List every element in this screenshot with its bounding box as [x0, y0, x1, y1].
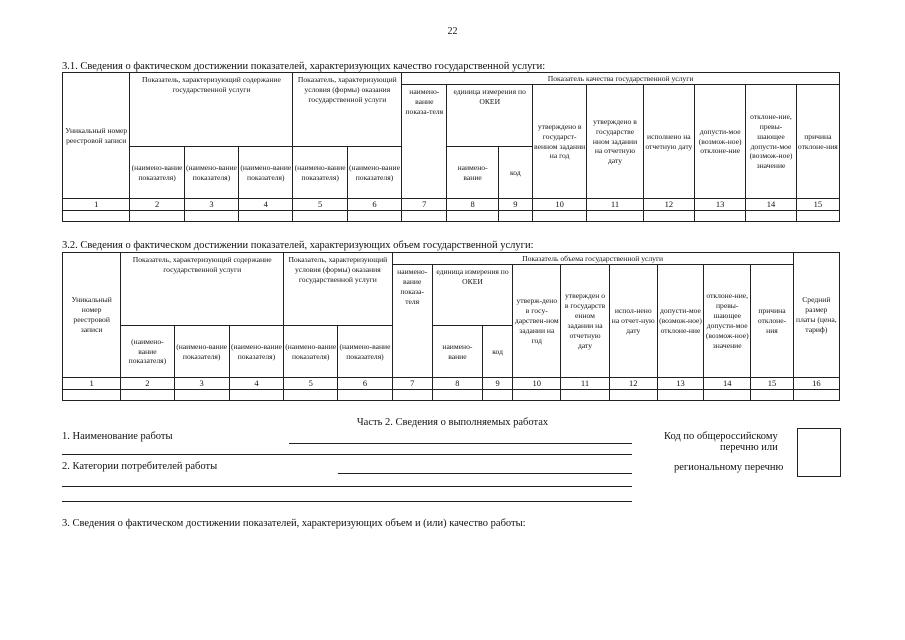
empty-data-row: [63, 390, 840, 401]
registry-code-box: [797, 428, 841, 477]
okei-unit-header: единица измерения по ОКЕИ: [432, 265, 512, 326]
approved-year-header: утверждено в государст-венном задании на год: [532, 85, 586, 199]
column-number: 13: [657, 378, 703, 390]
okei-unit-header: единица измерения по ОКЕИ: [447, 85, 533, 147]
consumers-label: 2. Категории потребителей работы: [62, 461, 218, 472]
column-number: 2: [121, 378, 174, 390]
column-number: 3: [184, 199, 238, 211]
column-numbers-row: [63, 378, 840, 390]
quality-indicators-table: [62, 72, 840, 222]
column-number: 7: [392, 378, 432, 390]
content-indicator-header: Показатель, характеризующий содержание государственной услуги: [130, 73, 293, 147]
work-name-line: [289, 443, 632, 444]
column-number: 15: [751, 378, 793, 390]
approved-year-header: утверж-дено в госу-дарствен-ном задании на год: [513, 265, 561, 378]
column-number: 10: [532, 199, 586, 211]
approved-date-header: утвержден о в государств енном задании на отчетную дату: [561, 265, 609, 378]
volume-group-header: Показатель объема государственной услуги: [392, 253, 793, 265]
column-number: 5: [293, 199, 347, 211]
deviation-reason-header: причина отклоне-ния: [796, 85, 839, 199]
unit-code-header: код: [483, 326, 513, 378]
code-label-1: Код по общероссийскому: [664, 431, 778, 442]
work-name-label: 1. Наименование работы: [62, 431, 173, 442]
column-number: 15: [796, 199, 839, 211]
subindicator-header: (наимено-вание показателя): [229, 326, 283, 378]
column-number: 6: [338, 378, 392, 390]
subindicator-header: (наимено-вание показателя): [130, 147, 184, 199]
quality-group-header: Показатель качества государственной услуги: [402, 73, 840, 85]
column-number: 3: [174, 378, 229, 390]
deviation-reason-header: причина отклоне-ния: [751, 265, 793, 378]
subindicator-header: (наимено-вание показателя): [239, 147, 293, 199]
column-number: 8: [447, 199, 498, 211]
subindicator-header: (наимено-вание показателя): [347, 147, 401, 199]
content-indicator-header: Показатель, характеризующий содержание государственной услуги: [121, 253, 284, 326]
subindicator-header: (наимено-вание показателя): [284, 326, 338, 378]
unit-name-header: наимено-вание: [447, 147, 498, 199]
code-label-2: перечню или: [720, 442, 778, 453]
approved-date-header: утверждено в государстве нном задании на отчетную дату: [587, 85, 643, 199]
column-number: 13: [695, 199, 746, 211]
column-number: 8: [432, 378, 482, 390]
conditions-indicator-header: Показатель, характеризующий условия (формы) оказания государственной услуги: [284, 253, 393, 326]
volume-indicators-table: [62, 252, 840, 401]
allowed-deviation-header: допусти-мое (возмож-ное) отклоне-ние: [657, 265, 703, 378]
conditions-indicator-header: Показатель, характеризующий условия (формы) оказания государственной услуги: [293, 73, 402, 147]
unique-record-header: Уникальный номер реестровой записи: [63, 73, 130, 199]
indicator-name-header: наимено-вание показа-теля: [402, 85, 447, 199]
column-number: 9: [498, 199, 532, 211]
subindicator-header: (наимено-вание показателя): [338, 326, 392, 378]
indicator-name-header: наимено-вание показа-теля: [392, 265, 432, 378]
section-3-1-title: 3.1. Сведения о фактическом достижении показателей, характеризующих качество государственной услуги:: [62, 61, 546, 72]
exceeding-deviation-header: отклоне-ние, превы-шающее допусти-мое (возмож-ное) значение: [746, 85, 796, 199]
column-number: 11: [587, 199, 643, 211]
column-number: 14: [746, 199, 796, 211]
column-number: 11: [561, 378, 609, 390]
column-number: 12: [643, 199, 694, 211]
consumers-line: [338, 473, 632, 474]
column-number: 16: [793, 378, 839, 390]
unit-code-header: код: [498, 147, 532, 199]
section-3-2-title: 3.2. Сведения о фактическом достижении показателей, характеризующих объем государственной услуги:: [62, 240, 534, 251]
subindicator-header: (наимено-вание показателя): [121, 326, 174, 378]
work-name-line-2: [62, 454, 632, 455]
column-number: 9: [483, 378, 513, 390]
unique-record-header: Уникальный номер реестровой записи: [63, 253, 121, 378]
average-fee-header: Средний размер платы (цена, тариф): [793, 253, 839, 378]
subindicator-header: (наимено-вание показателя): [184, 147, 238, 199]
subindicator-header: (наимено-вание показателя): [293, 147, 347, 199]
column-number: 7: [402, 199, 447, 211]
column-number: 14: [704, 378, 751, 390]
column-number: 4: [239, 199, 293, 211]
code-label-3: региональному перечню: [674, 462, 784, 473]
allowed-deviation-header: допусти-мое (возмож-ное) отклоне-ние: [695, 85, 746, 199]
column-number: 10: [513, 378, 561, 390]
column-number: 5: [284, 378, 338, 390]
column-number: 2: [130, 199, 184, 211]
done-header: исполнено на отчетную дату: [643, 85, 694, 199]
column-number: 1: [63, 199, 130, 211]
column-number: 4: [229, 378, 283, 390]
page-number: 22: [447, 26, 458, 37]
exceeding-deviation-header: отклоне-ние, превы-шающее допусти-мое (возмож-ное) значение: [704, 265, 751, 378]
section-3-work-title: 3. Сведения о фактическом достижении показателей, характеризующих объем и (или) качество работы:: [62, 518, 526, 529]
done-header: испол-нено на отчет-ную дату: [609, 265, 657, 378]
column-number: 1: [63, 378, 121, 390]
unit-name-header: наимено-вание: [432, 326, 482, 378]
column-numbers-row: [63, 199, 840, 211]
empty-data-row: [63, 211, 840, 222]
subindicator-header: (наимено-вание показателя): [174, 326, 229, 378]
column-number: 12: [609, 378, 657, 390]
part-2-title: Часть 2. Сведения о выполняемых работах: [356, 417, 549, 428]
consumers-line-3: [62, 501, 632, 502]
consumers-line-2: [62, 486, 632, 487]
column-number: 6: [347, 199, 401, 211]
